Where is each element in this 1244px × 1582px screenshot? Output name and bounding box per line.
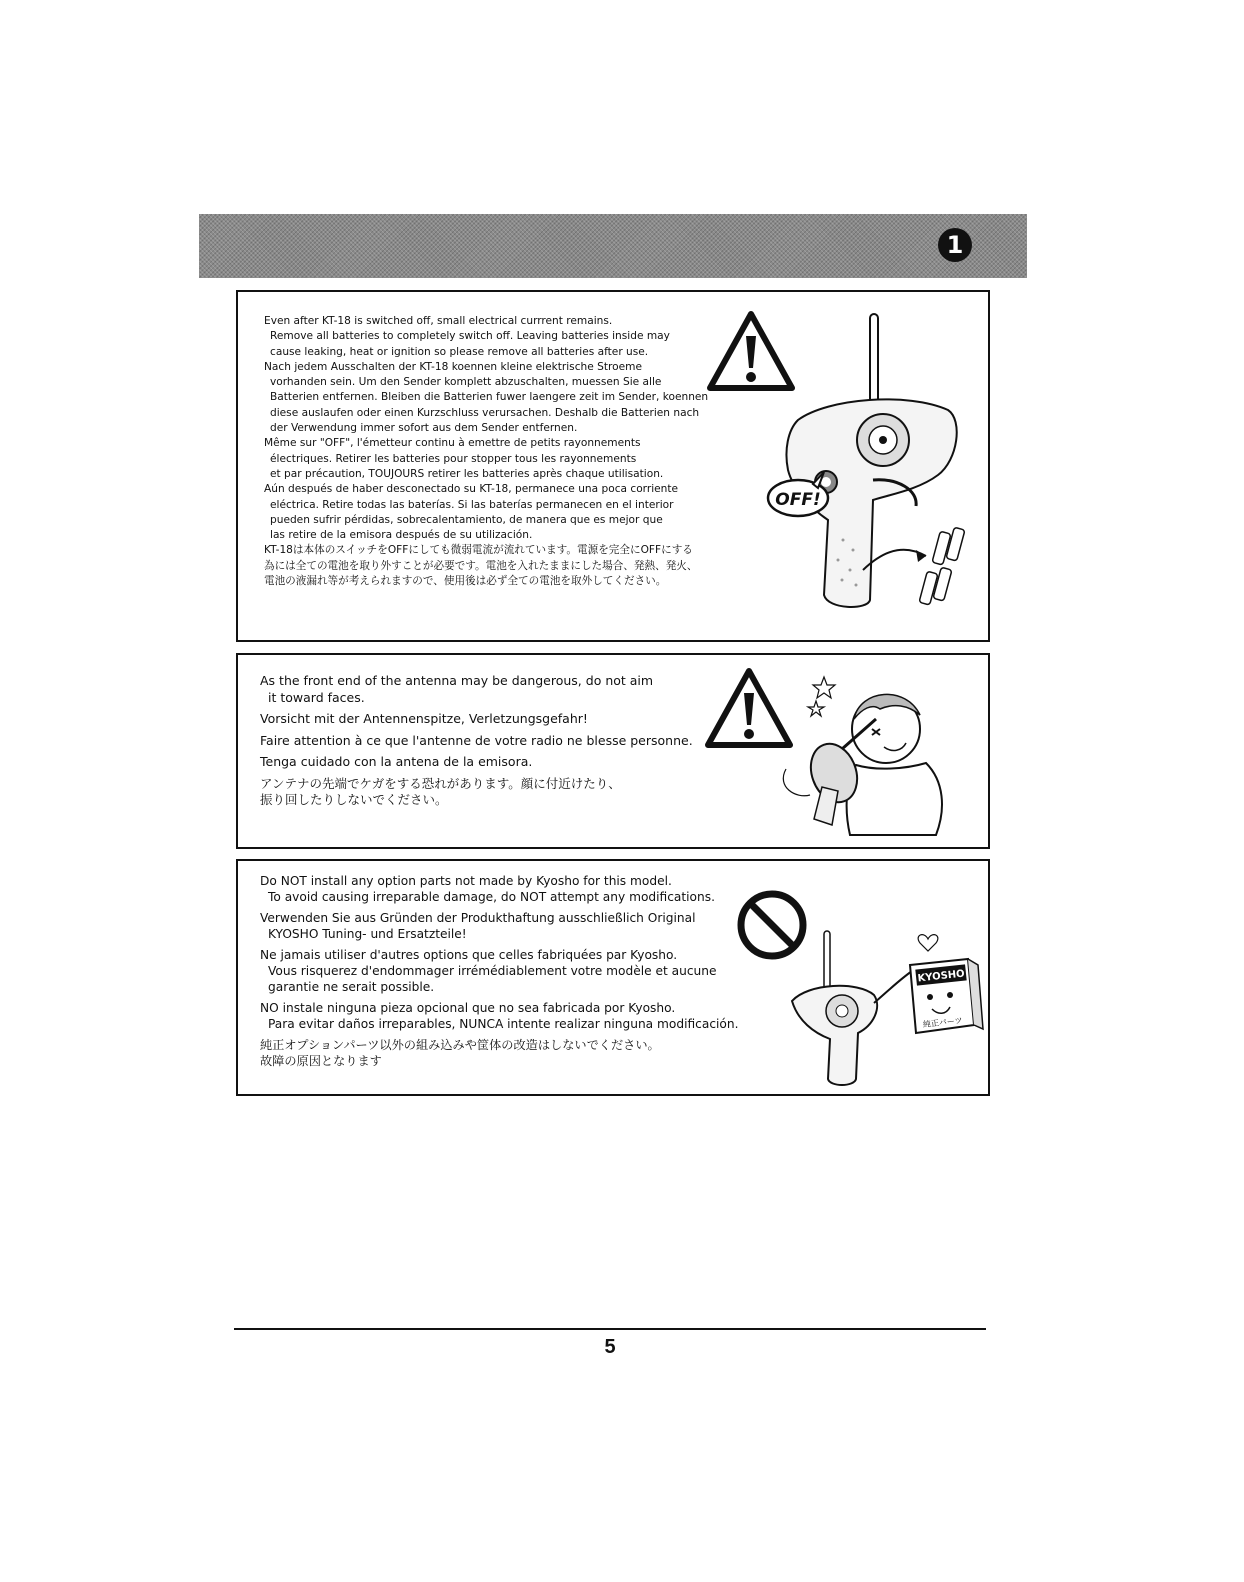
- footer-rule: [234, 1328, 986, 1330]
- text-line: Remove all batteries to completely switch off. Leaving batteries inside may: [270, 330, 670, 343]
- text-line: vorhanden sein. Um den Sender komplett abzuschalten, muessen Sie alle: [270, 376, 662, 389]
- text-line: 電池の液漏れ等が考えられますので、使用後は必ず全ての電池を取外してください。: [264, 575, 667, 588]
- text-line: 振り回したりしないでください。: [260, 792, 448, 807]
- box-parts-label: 純正パーツ: [922, 1015, 963, 1030]
- text-line: garantie ne serait possible.: [268, 980, 435, 994]
- text-line: las retire de la emisora después de su utilización.: [270, 529, 533, 542]
- text-line: Verwenden Sie aus Gründen der Produkthaftung ausschließlich Original: [260, 911, 696, 925]
- text-line: 純正オプションパーツ以外の組み込みや筐体の改造はしないでください。: [260, 1038, 660, 1052]
- text-line: pueden sufrir pérdidas, sobrecalentamiento, de manera que es mejor que: [270, 513, 663, 526]
- text-line: KT-18は本体のスイッチをOFFにしても微弱電流が流れています。電源を完全にOFFにする: [264, 544, 693, 557]
- text-line: Vous risquerez d'endommager irrémédiablement votre modèle et aucune: [268, 964, 717, 978]
- parts-box-illustration: [778, 921, 988, 1091]
- warning-box-antenna: [236, 653, 990, 849]
- warning-box-batteries: [236, 290, 990, 642]
- step-number-badge: 1: [938, 228, 972, 262]
- antenna-warning-text: [260, 673, 710, 814]
- text-line: Para evitar daños irreparables, NUNCA intente realizar ninguna modificación.: [268, 1017, 739, 1031]
- text-line: Batterien entfernen. Bleiben die Batterien fuwer laengere zeit im Sender, koennen: [270, 391, 709, 404]
- text-line: et par précaution, TOUJOURS retirer les batteries après chaque utilisation.: [270, 467, 664, 480]
- text-line: Vorsicht mit der Antennenspitze, Verletzungsgefahr!: [260, 711, 588, 726]
- text-line: it toward faces.: [268, 689, 365, 705]
- off-label: OFF!: [775, 490, 821, 510]
- text-line: diese auslaufen oder einen Kurzschluss verursachen. Deshalb die Batterien nach: [270, 406, 700, 419]
- section-header-bar: [199, 214, 1027, 278]
- text-line: As the front end of the antenna may be dangerous, do not aim: [260, 673, 654, 688]
- text-line: 故障の原因となります: [260, 1054, 382, 1068]
- text-line: Ne jamais utiliser d'autres options que celles fabriquées par Kyosho.: [260, 948, 678, 962]
- text-line: Even after KT-18 is switched off, small electrical currrent remains.: [264, 315, 613, 327]
- text-line: アンテナの先端でケガをする恐れがあります。顔に付近けたり、: [260, 775, 621, 791]
- text-line: Nach jedem Ausschalten der KT-18 koennen kleine elektrische Stroeme: [264, 360, 642, 373]
- box-brand-label: KYOSHO: [917, 968, 966, 985]
- text-line: Tenga cuidado con la antena de la emisora.: [260, 754, 533, 769]
- text-line: Aún después de haber desconectado su KT-18, permanece una poca corriente: [264, 483, 679, 496]
- text-line: Faire attention à ce que l'antenne de votre radio ne blesse personne.: [260, 732, 693, 748]
- option-parts-warning-text: [260, 873, 760, 1074]
- text-line: eléctrica. Retire todas las baterías. Si las baterías permanecen en el interior: [270, 498, 674, 511]
- text-line: To avoid causing irreparable damage, do NOT attempt any modifications.: [268, 890, 715, 904]
- battery-icon: [919, 527, 965, 605]
- transmitter-illustration: [758, 310, 983, 630]
- text-line: der Verwendung immer sofort aus dem Sender entfernen.: [270, 422, 578, 435]
- text-line: KYOSHO Tuning- und Ersatzteile!: [268, 927, 467, 941]
- text-line: cause leaking, heat or ignition so please remove all batteries after use.: [270, 345, 649, 358]
- page-number: 5: [604, 1336, 616, 1358]
- boy-illustration: [776, 669, 981, 839]
- text-line: NO instale ninguna pieza opcional que no sea fabricada por Kyosho.: [260, 1001, 676, 1015]
- warning-box-option-parts: [236, 859, 990, 1096]
- text-line: Do NOT install any option parts not made by Kyosho for this model.: [260, 874, 672, 888]
- text-line: 為には全ての電池を取り外すことが必要です。電池を入れたままにした場合、発熱、発火、: [264, 559, 698, 572]
- text-line: électriques. Retirer les batteries pour stopper tous les rayonnements: [270, 452, 637, 465]
- text-line: Même sur "OFF", l'émetteur continu à emettre de petits rayonnements: [264, 437, 641, 450]
